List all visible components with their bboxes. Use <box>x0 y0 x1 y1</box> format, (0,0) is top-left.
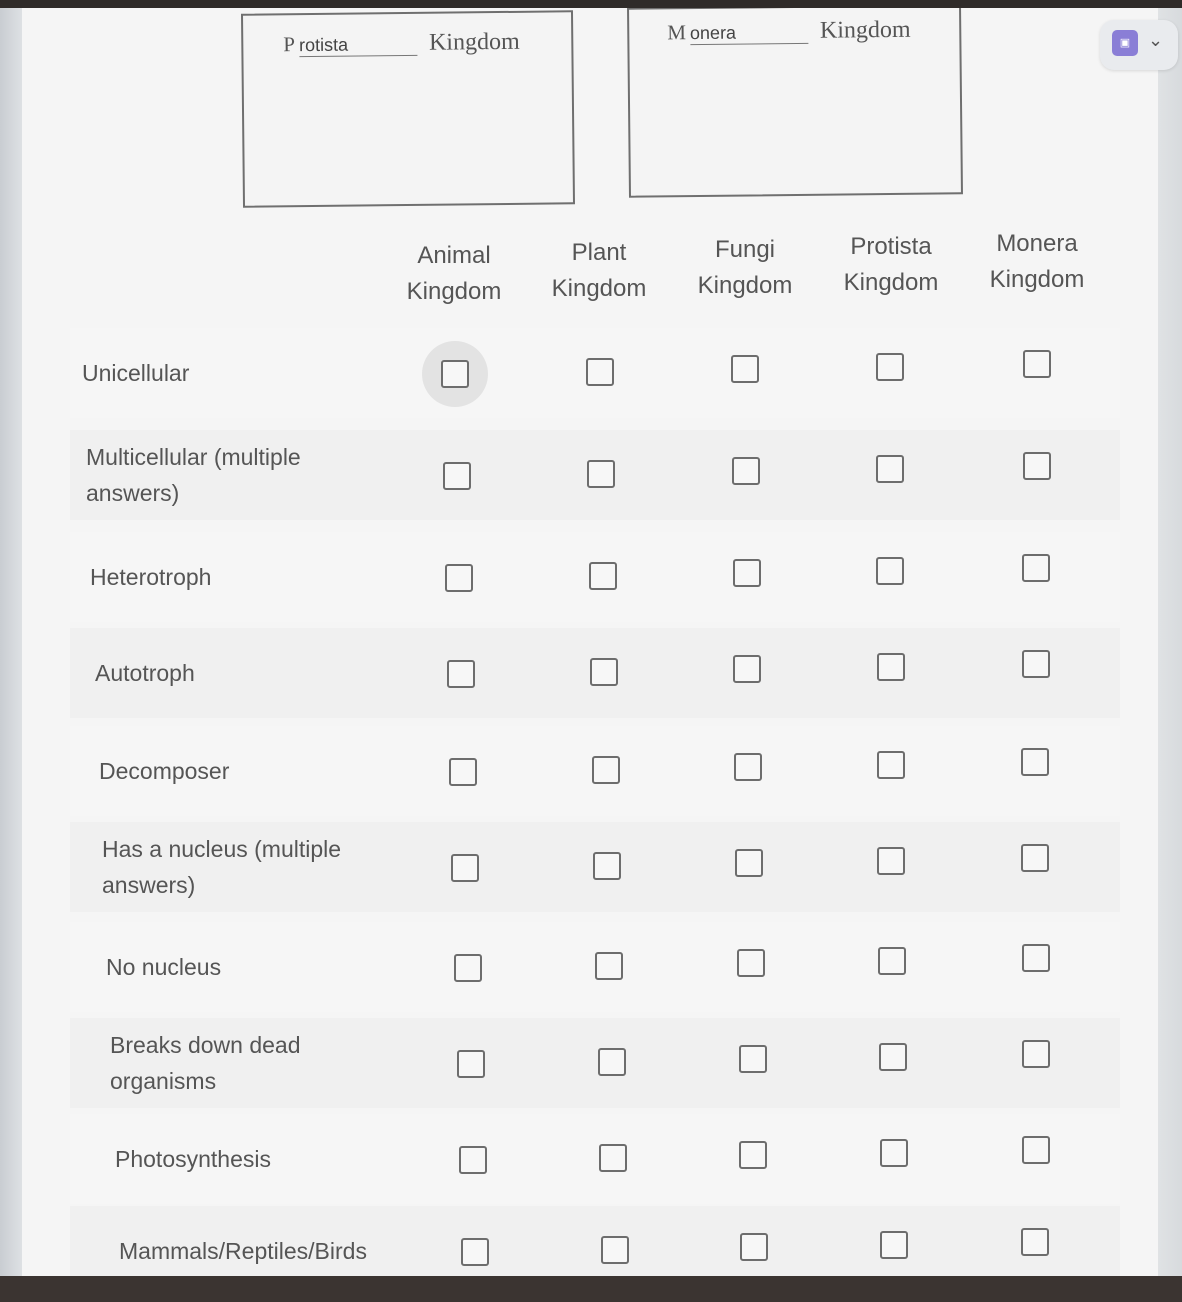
row-label: Unicellular <box>82 360 190 386</box>
checkbox[interactable] <box>1022 1136 1050 1164</box>
row-label: Autotroph <box>95 660 195 686</box>
checkbox[interactable] <box>739 1045 767 1073</box>
column-header <box>680 232 810 304</box>
row-label: Multicellular (multiple answers) <box>86 444 301 506</box>
column-header <box>826 229 956 301</box>
checkbox[interactable] <box>877 653 905 681</box>
checkbox[interactable] <box>880 1231 908 1259</box>
column-header-line2: Kingdom <box>697 272 793 299</box>
column-header-line2: Kingdom <box>406 278 502 305</box>
kingdom-answer-input[interactable]: rotista <box>299 34 417 57</box>
checkbox[interactable] <box>454 954 482 982</box>
checkbox[interactable] <box>599 1144 627 1172</box>
checkbox[interactable] <box>731 355 759 383</box>
chevron-down-icon[interactable]: ⌄ <box>1148 30 1164 50</box>
column-header-line1: Animal <box>417 242 491 269</box>
checkbox[interactable] <box>593 852 621 880</box>
checkbox[interactable] <box>1023 452 1051 480</box>
column-header-line2: Kingdom <box>843 269 939 296</box>
row-label: Photosynthesis <box>115 1146 271 1172</box>
checkbox[interactable] <box>595 952 623 980</box>
column-header-line1: Monera <box>996 230 1078 257</box>
column-header <box>389 238 519 310</box>
checkbox[interactable] <box>1021 1228 1049 1256</box>
checkbox[interactable] <box>1022 1040 1050 1068</box>
checkbox[interactable] <box>1022 944 1050 972</box>
checkbox[interactable] <box>737 949 765 977</box>
column-header-line1: Protista <box>850 233 932 260</box>
row-label: Has a nucleus (multiple answers) <box>102 836 342 898</box>
row-label: Mammals/Reptiles/Birds <box>119 1238 367 1264</box>
checkbox[interactable] <box>876 557 904 585</box>
column-header-line1: Fungi <box>714 236 776 263</box>
kingdom-box-protista <box>241 10 575 207</box>
kingdom-suffix: Kingdom <box>819 16 911 44</box>
checkbox[interactable] <box>1021 748 1049 776</box>
checkbox[interactable] <box>459 1146 487 1174</box>
checkbox[interactable] <box>877 751 905 779</box>
checkbox[interactable] <box>1023 350 1051 378</box>
checkbox[interactable] <box>876 455 904 483</box>
checkbox[interactable] <box>451 854 479 882</box>
monitor-bezel-bottom <box>0 1276 1182 1302</box>
row-label: Decomposer <box>99 758 230 784</box>
checkbox[interactable] <box>598 1048 626 1076</box>
checkbox[interactable] <box>445 564 473 592</box>
checkbox[interactable] <box>449 758 477 786</box>
checkbox[interactable] <box>877 847 905 875</box>
checkbox[interactable] <box>461 1238 489 1266</box>
checkbox[interactable] <box>457 1050 485 1078</box>
kingdom-letter: M <box>667 20 687 45</box>
checkbox[interactable] <box>586 358 614 386</box>
checkbox[interactable] <box>443 462 471 490</box>
checkbox[interactable] <box>879 1043 907 1071</box>
screen <box>0 8 1182 1282</box>
column-header-line2: Kingdom <box>551 275 647 302</box>
checkbox[interactable] <box>878 947 906 975</box>
checkbox[interactable] <box>735 849 763 877</box>
monitor-bezel-top <box>0 0 1182 8</box>
kingdom-suffix: Kingdom <box>428 28 520 56</box>
checkbox[interactable] <box>1022 650 1050 678</box>
checkbox[interactable] <box>441 360 469 388</box>
checkbox[interactable] <box>589 562 617 590</box>
checkbox[interactable] <box>447 660 475 688</box>
checkbox[interactable] <box>740 1233 768 1261</box>
checkbox[interactable] <box>733 655 761 683</box>
checkbox[interactable] <box>592 756 620 784</box>
column-header <box>534 235 664 307</box>
extension-widget[interactable] <box>1100 20 1178 70</box>
checkbox[interactable] <box>733 559 761 587</box>
checkbox[interactable] <box>1022 554 1050 582</box>
checkbox[interactable] <box>1021 844 1049 872</box>
row-label: No nucleus <box>106 954 222 980</box>
row-label: Breaks down dead organisms <box>110 1032 301 1094</box>
checkbox[interactable] <box>876 353 904 381</box>
row-label: Heterotroph <box>90 564 212 590</box>
checkbox[interactable] <box>590 658 618 686</box>
checkbox[interactable] <box>587 460 615 488</box>
checkbox[interactable] <box>734 753 762 781</box>
column-header <box>972 226 1102 298</box>
kingdom-letter: P <box>283 32 296 57</box>
checkbox[interactable] <box>732 457 760 485</box>
column-header-line1: Plant <box>571 239 627 266</box>
checkbox[interactable] <box>880 1139 908 1167</box>
kingdom-box-monera <box>627 8 963 198</box>
checkbox[interactable] <box>601 1236 629 1264</box>
checkbox[interactable] <box>739 1141 767 1169</box>
kingdom-answer-input[interactable]: onera <box>690 22 808 45</box>
extension-icon[interactable]: ▣ <box>1112 30 1138 56</box>
column-header-line2: Kingdom <box>989 266 1085 293</box>
